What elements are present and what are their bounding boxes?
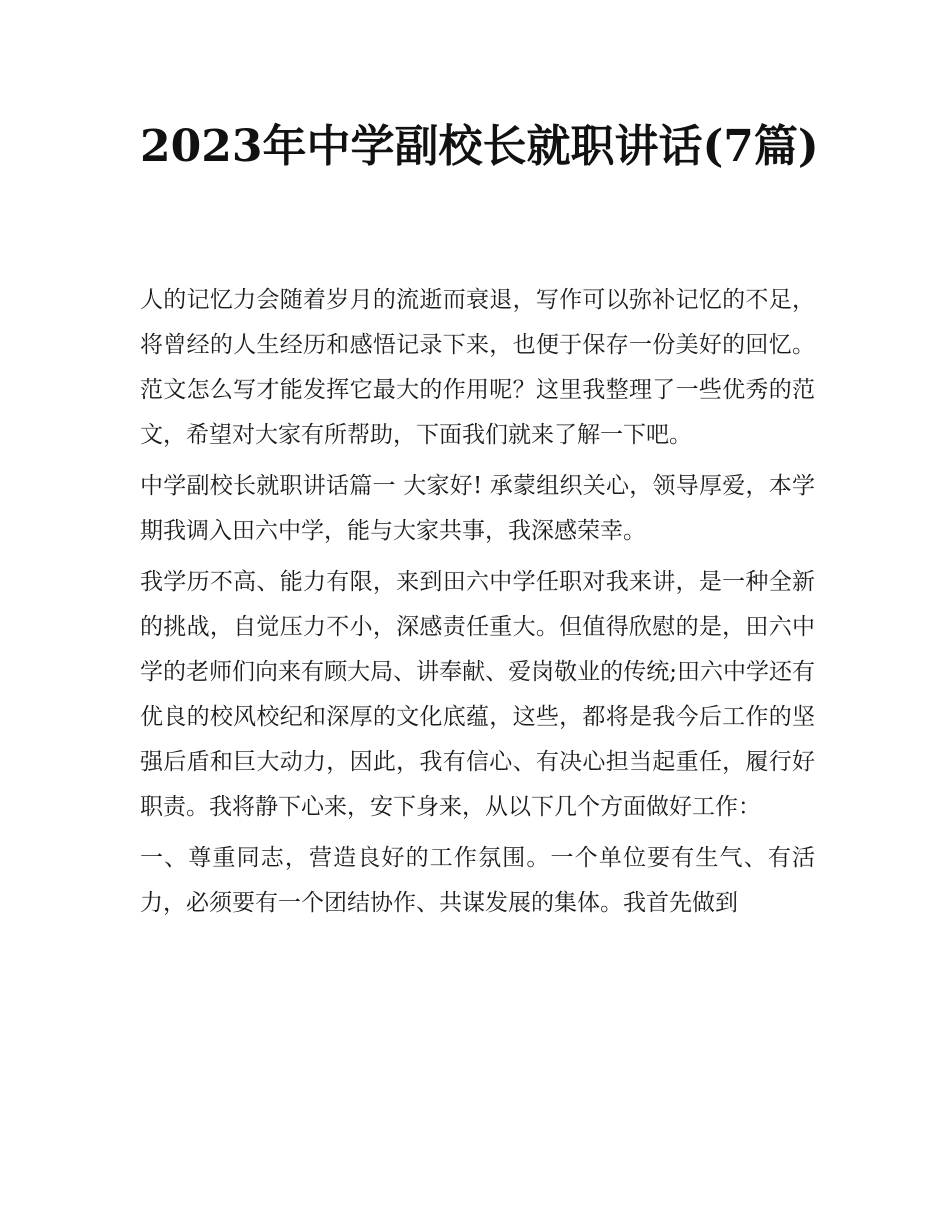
section-one-paragraph: 一、尊重同志，营造良好的工作氛围。一个单位要有生气、有活力，必须要有一个团结协作、共谋发展的集体。我首先做到 xyxy=(140,845,815,916)
intro-paragraph: 人的记忆力会随着岁月的流逝而衰退，写作可以弥补记忆的不足，将曾经的人生经历和感悟记录下来，也便于保存一份美好的回忆。范文怎么写才能发挥它最大的作用呢？这里我整理了一些优秀的范文，希望对大家有所帮助，下面我们就来了解一下吧。 xyxy=(140,287,815,448)
document-body xyxy=(140,278,815,932)
document-title: 2023年中学副校长就职讲话(7篇) xyxy=(140,121,819,172)
speech-opening-paragraph: 中学副校长就职讲话篇一 大家好! 承蒙组织关心，领导厚爱，本学期我调入田六中学，能与大家共事，我深感荣幸。 xyxy=(140,473,815,544)
speech-body-paragraph: 我学历不高、能力有限，来到田六中学任职对我来讲，是一种全新的挑战，自觉压力不小，深感责任重大。但值得欣慰的是，田六中学的老师们向来有顾大局、讲奉献、爱岗敬业的传统;田六中学还有优良的校风校纪和深厚的文化底蕴，这些，都将是我今后工作的坚强后盾和巨大动力，因此，我有信心、有决心担当起重任，履行好职责。我将静下心来，安下身来，从以下几个方面做好工作： xyxy=(140,569,815,820)
